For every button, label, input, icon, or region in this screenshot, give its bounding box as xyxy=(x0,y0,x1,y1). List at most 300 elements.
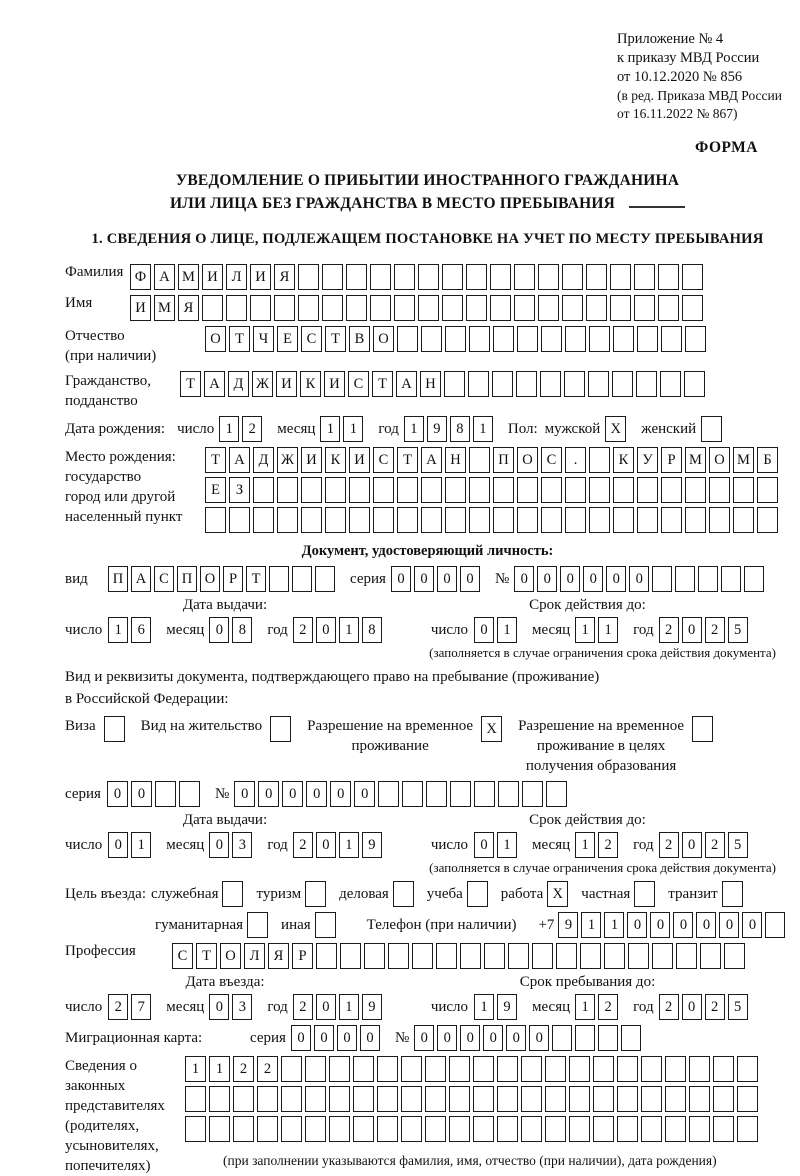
entry-day-cells xyxy=(108,994,154,1020)
char-cell: Т xyxy=(205,447,226,473)
char-cell: 0 xyxy=(742,912,762,938)
char-cell xyxy=(473,1056,494,1082)
char-cell: Т xyxy=(325,326,346,352)
char-cell: М xyxy=(733,447,754,473)
char-cell xyxy=(269,566,289,592)
id-doc-type-label: вид xyxy=(65,570,88,587)
char-cell xyxy=(301,477,322,503)
char-cell xyxy=(277,477,298,503)
char-cell xyxy=(689,1056,710,1082)
char-cell: Б xyxy=(757,447,778,473)
char-cell xyxy=(373,507,394,533)
number-label: № xyxy=(214,785,230,802)
char-cell xyxy=(661,477,682,503)
char-cell: 0 xyxy=(360,1025,380,1051)
surname-row xyxy=(65,264,790,290)
char-cell: 0 xyxy=(330,781,351,807)
char-cell xyxy=(315,566,335,592)
char-cell: Р xyxy=(223,566,243,592)
char-cell xyxy=(277,507,298,533)
char-cell xyxy=(209,1086,230,1112)
char-cell: 2 xyxy=(659,832,679,858)
char-cell xyxy=(394,295,415,321)
char-cell: 2 xyxy=(705,617,725,643)
char-cell xyxy=(202,295,223,321)
month-label: месяц xyxy=(277,420,316,437)
char-cell: Д xyxy=(228,371,249,397)
char-cell xyxy=(346,295,367,321)
char-cell xyxy=(565,507,586,533)
char-cell: Е xyxy=(205,477,226,503)
id-doc-series-label: серия xyxy=(350,570,386,587)
char-cell: 0 xyxy=(316,832,336,858)
char-cell xyxy=(421,507,442,533)
series-label: серия xyxy=(65,785,101,802)
char-cell xyxy=(522,781,543,807)
id-doc-heading: Документ, удостоверяющий личность: xyxy=(301,543,554,559)
char-cell: 2 xyxy=(705,832,725,858)
char-cell: . xyxy=(565,447,586,473)
char-cell xyxy=(490,295,511,321)
char-cell xyxy=(713,1086,734,1112)
char-cell xyxy=(546,781,567,807)
char-cell xyxy=(545,1116,566,1142)
birth-day-cells xyxy=(219,416,265,442)
char-cell: Т xyxy=(180,371,201,397)
char-cell: И xyxy=(250,264,271,290)
char-cell xyxy=(521,1116,542,1142)
purpose-business-checkbox xyxy=(393,881,414,907)
day-label: число xyxy=(430,836,469,853)
title-blank-underline xyxy=(629,192,685,208)
char-cell xyxy=(425,1116,446,1142)
form-title-line1: УВЕДОМЛЕНИЕ О ПРИБЫТИИ ИНОСТРАННОГО ГРАЖДАНИНА xyxy=(175,172,680,189)
citizenship-row xyxy=(65,371,790,411)
residence-number-cells xyxy=(234,781,570,807)
char-cell xyxy=(661,507,682,533)
stay-year-cells xyxy=(659,994,751,1020)
char-cell xyxy=(569,1086,590,1112)
surname-cells xyxy=(130,264,706,290)
char-cell: 0 xyxy=(258,781,279,807)
char-cell xyxy=(610,295,631,321)
char-cell xyxy=(565,326,586,352)
char-cell xyxy=(685,477,706,503)
char-cell xyxy=(316,943,337,969)
char-cell xyxy=(685,326,706,352)
char-cell xyxy=(209,1116,230,1142)
char-cell: 1 xyxy=(604,912,624,938)
char-cell xyxy=(556,943,577,969)
char-cell xyxy=(562,295,583,321)
char-cell: 0 xyxy=(629,566,649,592)
char-cell xyxy=(353,1056,374,1082)
char-cell: 1 xyxy=(474,994,494,1020)
char-cell: Н xyxy=(420,371,441,397)
char-cell xyxy=(493,477,514,503)
char-cell xyxy=(418,264,439,290)
birth-date-label: Дата рождения: xyxy=(65,420,166,437)
purpose-humanitarian-checkbox xyxy=(247,912,268,938)
char-cell xyxy=(346,264,367,290)
valid2-year-cells xyxy=(659,832,751,858)
char-cell xyxy=(661,326,682,352)
char-cell xyxy=(364,943,385,969)
char-cell: Ж xyxy=(252,371,273,397)
char-cell xyxy=(658,264,679,290)
char-cell xyxy=(426,781,447,807)
residence-doc-line2: в Российской Федерации: xyxy=(65,691,229,707)
char-cell xyxy=(449,1086,470,1112)
char-cell xyxy=(233,1116,254,1142)
char-cell: 0 xyxy=(437,566,457,592)
char-cell xyxy=(516,371,537,397)
char-cell xyxy=(394,264,415,290)
char-cell xyxy=(322,295,343,321)
option-temp-residence: Разрешение на временное проживание X xyxy=(307,716,505,776)
char-cell xyxy=(593,1116,614,1142)
char-cell: 0 xyxy=(460,1025,480,1051)
char-cell xyxy=(613,326,634,352)
char-cell: 0 xyxy=(460,566,480,592)
char-cell xyxy=(253,507,274,533)
patronymic-cells xyxy=(205,326,709,352)
char-cell xyxy=(652,566,672,592)
char-cell: Ф xyxy=(130,264,151,290)
char-cell xyxy=(281,1116,302,1142)
char-cell: 0 xyxy=(234,781,255,807)
char-cell: 0 xyxy=(107,781,128,807)
char-cell xyxy=(637,507,658,533)
char-cell: 9 xyxy=(558,912,578,938)
char-cell xyxy=(449,1116,470,1142)
char-cell: 0 xyxy=(627,912,647,938)
char-cell xyxy=(179,781,200,807)
char-cell xyxy=(545,1086,566,1112)
char-cell: С xyxy=(172,943,193,969)
char-cell: 0 xyxy=(314,1025,334,1051)
char-cell: 0 xyxy=(131,781,152,807)
char-cell xyxy=(445,477,466,503)
char-cell xyxy=(541,477,562,503)
char-cell: О xyxy=(205,326,226,352)
forma-label: ФОРМА xyxy=(694,139,758,156)
char-cell xyxy=(552,1025,572,1051)
char-cell xyxy=(532,943,553,969)
year-label: год xyxy=(378,420,399,437)
char-cell xyxy=(185,1086,206,1112)
char-cell: М xyxy=(685,447,706,473)
char-cell: 0 xyxy=(414,566,434,592)
char-cell xyxy=(613,477,634,503)
char-cell xyxy=(564,371,585,397)
char-cell xyxy=(604,943,625,969)
section1-heading: 1. СВЕДЕНИЯ О ЛИЦЕ, ПОДЛЕЖАЩЕМ ПОСТАНОВКЕ НА УЧЕТ ПО МЕСТУ ПРЕБЫВАНИЯ xyxy=(91,231,764,247)
entry-purpose-row2: гуманитарная иная Телефон (при наличии) +7 9 1 1 0 0 0 0 0 0 xyxy=(155,912,790,938)
visa-checkbox xyxy=(104,716,125,742)
char-cell xyxy=(329,1086,350,1112)
char-cell: К xyxy=(613,447,634,473)
char-cell xyxy=(665,1116,686,1142)
char-cell: 0 xyxy=(437,1025,457,1051)
char-cell xyxy=(401,1056,422,1082)
char-cell xyxy=(617,1116,638,1142)
char-cell: 2 xyxy=(659,994,679,1020)
entry-dates-block xyxy=(65,973,790,1020)
char-cell xyxy=(445,326,466,352)
residence-permit-checkbox xyxy=(270,716,291,742)
char-cell xyxy=(541,326,562,352)
purpose-work-checkbox: X xyxy=(547,881,568,907)
char-cell xyxy=(757,507,778,533)
char-cell: 2 xyxy=(293,994,313,1020)
phone-label: Телефон (при наличии) xyxy=(366,916,517,933)
char-cell xyxy=(329,1116,350,1142)
char-cell xyxy=(713,1056,734,1082)
char-cell xyxy=(469,326,490,352)
char-cell: Т xyxy=(229,326,250,352)
char-cell xyxy=(325,507,346,533)
char-cell: А xyxy=(131,566,151,592)
char-cell xyxy=(490,264,511,290)
char-cell: 1 xyxy=(339,617,359,643)
char-cell xyxy=(610,264,631,290)
char-cell: 2 xyxy=(293,617,313,643)
year-label: год xyxy=(633,998,654,1015)
valid1-day-cells xyxy=(474,617,520,643)
char-cell: 0 xyxy=(682,617,702,643)
temp-residence-education-checkbox xyxy=(692,716,713,742)
issue1-year-cells xyxy=(293,617,385,643)
year-label: год xyxy=(633,836,654,853)
issue-date-heading: Дата выдачи: xyxy=(182,812,268,828)
representatives-row1 xyxy=(185,1056,761,1082)
char-cell: 1 xyxy=(497,832,517,858)
char-cell xyxy=(250,295,271,321)
document-reference xyxy=(617,30,790,123)
char-cell: 6 xyxy=(131,617,151,643)
char-cell: И xyxy=(202,264,223,290)
purpose-private-checkbox xyxy=(634,881,655,907)
char-cell xyxy=(281,1086,302,1112)
char-cell xyxy=(460,943,481,969)
char-cell: 1 xyxy=(404,416,424,442)
char-cell xyxy=(589,507,610,533)
char-cell xyxy=(744,566,764,592)
valid2-day-cells xyxy=(474,832,520,858)
birth-year-cells xyxy=(404,416,496,442)
phone-prefix: +7 xyxy=(538,916,555,933)
char-cell xyxy=(589,326,610,352)
char-cell xyxy=(397,507,418,533)
char-cell: Ч xyxy=(253,326,274,352)
number-label: № xyxy=(394,1029,410,1046)
char-cell xyxy=(634,264,655,290)
char-cell xyxy=(349,507,370,533)
char-cell: 8 xyxy=(450,416,470,442)
series-label: серия xyxy=(250,1029,286,1046)
char-cell xyxy=(298,295,319,321)
char-cell xyxy=(253,477,274,503)
char-cell xyxy=(450,781,471,807)
char-cell xyxy=(593,1056,614,1082)
month-label: месяц xyxy=(532,998,571,1015)
char-cell xyxy=(765,912,785,938)
char-cell: 9 xyxy=(362,994,382,1020)
char-cell xyxy=(401,1116,422,1142)
char-cell xyxy=(425,1086,446,1112)
char-cell: Р xyxy=(292,943,313,969)
char-cell xyxy=(637,326,658,352)
char-cell: Я xyxy=(268,943,289,969)
char-cell xyxy=(305,1086,326,1112)
female-checkbox xyxy=(701,416,722,442)
char-cell: И xyxy=(301,447,322,473)
char-cell: 0 xyxy=(673,912,693,938)
residence-series-cells xyxy=(107,781,203,807)
char-cell xyxy=(652,943,673,969)
char-cell xyxy=(514,295,535,321)
char-cell xyxy=(412,943,433,969)
char-cell: 0 xyxy=(537,566,557,592)
char-cell xyxy=(421,477,442,503)
char-cell xyxy=(700,943,721,969)
patronymic-label: Отчество (при наличии) xyxy=(65,328,157,364)
valid-until-heading: Срок действия до: xyxy=(529,597,646,613)
male-checkbox: X xyxy=(605,416,626,442)
char-cell: 0 xyxy=(209,832,229,858)
residence-doc-options xyxy=(65,716,790,776)
char-cell xyxy=(538,264,559,290)
char-cell xyxy=(733,507,754,533)
char-cell: 0 xyxy=(514,566,534,592)
char-cell: 1 xyxy=(575,617,595,643)
char-cell: У xyxy=(637,447,658,473)
char-cell: В xyxy=(349,326,370,352)
char-cell xyxy=(274,295,295,321)
valid1-month-cells xyxy=(575,617,621,643)
char-cell xyxy=(498,781,519,807)
month-label: месяц xyxy=(532,621,571,638)
char-cell xyxy=(425,1056,446,1082)
char-cell xyxy=(329,1056,350,1082)
char-cell xyxy=(185,1116,206,1142)
char-cell xyxy=(155,781,176,807)
char-cell xyxy=(660,371,681,397)
char-cell: А xyxy=(421,447,442,473)
firstname-cells xyxy=(130,295,706,321)
day-label: число xyxy=(65,621,103,638)
purpose-tourism-checkbox xyxy=(305,881,326,907)
char-cell: 2 xyxy=(233,1056,254,1082)
char-cell xyxy=(612,371,633,397)
birth-month-cells xyxy=(320,416,366,442)
char-cell: С xyxy=(541,447,562,473)
migration-number-cells xyxy=(414,1025,644,1051)
char-cell: С xyxy=(154,566,174,592)
ref-sub-line-1: (в ред. Приказа МВД России xyxy=(617,88,782,103)
char-cell: А xyxy=(154,264,175,290)
firstname-row xyxy=(65,295,790,321)
char-cell xyxy=(445,507,466,533)
char-cell xyxy=(492,371,513,397)
representatives-cells xyxy=(185,1056,761,1169)
char-cell: И xyxy=(324,371,345,397)
char-cell xyxy=(305,1116,326,1142)
char-cell xyxy=(340,943,361,969)
year-label: год xyxy=(633,621,654,638)
char-cell: 5 xyxy=(728,832,748,858)
char-cell xyxy=(521,1056,542,1082)
char-cell: 3 xyxy=(232,994,252,1020)
char-cell: Н xyxy=(445,447,466,473)
char-cell xyxy=(713,1116,734,1142)
birth-place-label: Место рождения: государство город или другой населенный пункт xyxy=(65,449,183,525)
char-cell: Ж xyxy=(277,447,298,473)
entry-purpose-row1: Цель въезда: служебная туризм деловая учеба работа X частная транзит xyxy=(65,881,790,907)
char-cell xyxy=(562,264,583,290)
char-cell: 5 xyxy=(728,994,748,1020)
char-cell xyxy=(517,326,538,352)
month-label: месяц xyxy=(166,998,205,1015)
migration-card-label: Миграционная карта: xyxy=(65,1029,203,1046)
char-cell xyxy=(497,1056,518,1082)
char-cell: 1 xyxy=(219,416,239,442)
issue1-month-cells xyxy=(209,617,255,643)
char-cell xyxy=(634,295,655,321)
char-cell xyxy=(580,943,601,969)
char-cell xyxy=(709,477,730,503)
char-cell: 1 xyxy=(108,617,128,643)
char-cell xyxy=(588,371,609,397)
citizenship-label: Гражданство, подданство xyxy=(65,373,152,409)
issue2-month-cells xyxy=(209,832,255,858)
char-cell: 5 xyxy=(728,617,748,643)
char-cell xyxy=(613,507,634,533)
char-cell xyxy=(469,477,490,503)
char-cell: 0 xyxy=(606,566,626,592)
char-cell xyxy=(514,264,535,290)
day-label: число xyxy=(430,621,469,638)
char-cell xyxy=(538,295,559,321)
valid2-month-cells xyxy=(575,832,621,858)
char-cell: 0 xyxy=(696,912,716,938)
char-cell: 0 xyxy=(209,617,229,643)
char-cell xyxy=(737,1116,758,1142)
day-label: число xyxy=(65,998,103,1015)
char-cell xyxy=(436,943,457,969)
day-label: число xyxy=(65,836,103,853)
char-cell: 0 xyxy=(209,994,229,1020)
char-cell xyxy=(724,943,745,969)
char-cell xyxy=(689,1086,710,1112)
validity-note: (заполняется в случае ограничения срока действия документа) xyxy=(429,645,776,660)
char-cell xyxy=(397,477,418,503)
char-cell xyxy=(493,326,514,352)
char-cell xyxy=(698,566,718,592)
issue-date-heading: Дата выдачи: xyxy=(182,597,268,613)
valid1-year-cells xyxy=(659,617,751,643)
char-cell xyxy=(709,507,730,533)
stay-month-cells xyxy=(575,994,621,1020)
char-cell xyxy=(442,295,463,321)
char-cell xyxy=(575,1025,595,1051)
char-cell: Т xyxy=(196,943,217,969)
entry-date-heading: Дата въезда: xyxy=(185,974,265,990)
char-cell: З xyxy=(229,477,250,503)
char-cell xyxy=(373,477,394,503)
char-cell: 0 xyxy=(316,994,336,1020)
